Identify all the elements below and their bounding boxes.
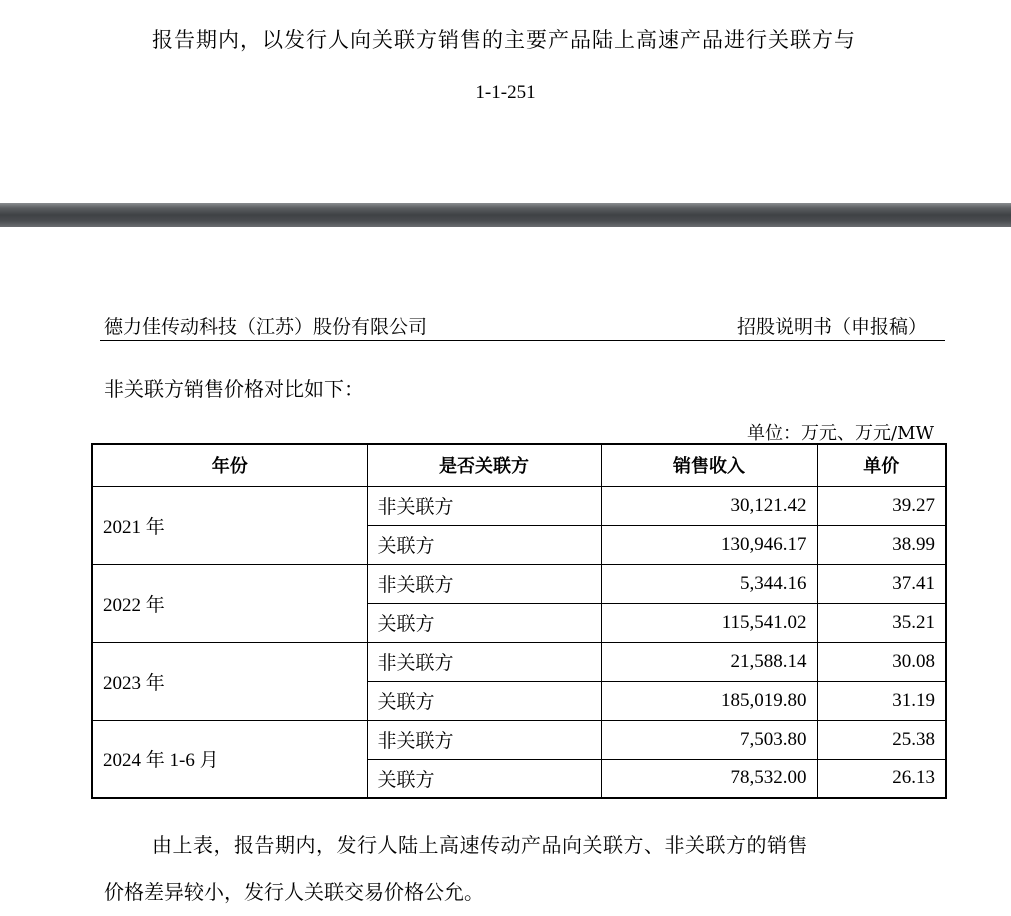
unit-price-cell: 37.41 bbox=[817, 564, 946, 603]
closing-paragraph-line-2: 价格差异较小，发行人关联交易价格公允。 bbox=[104, 880, 484, 904]
table-row bbox=[92, 486, 946, 525]
related-party-cell: 关联方 bbox=[367, 681, 601, 720]
header-related-party: 是否关联方 bbox=[367, 444, 601, 486]
revenue-cell: 185,019.80 bbox=[601, 681, 817, 720]
page-separator bbox=[0, 203, 1011, 227]
revenue-cell: 78,532.00 bbox=[601, 759, 817, 798]
revenue-cell: 130,946.17 bbox=[601, 525, 817, 564]
revenue-cell: 5,344.16 bbox=[601, 564, 817, 603]
document-title: 招股说明书（申报稿） bbox=[736, 316, 927, 338]
price-comparison-table bbox=[91, 443, 947, 799]
year-cell: 2023 年 bbox=[92, 642, 367, 720]
unit-price-cell: 31.19 bbox=[817, 681, 946, 720]
unit-price-cell: 26.13 bbox=[817, 759, 946, 798]
revenue-cell: 30,121.42 bbox=[601, 486, 817, 525]
year-cell: 2022 年 bbox=[92, 564, 367, 642]
header-year: 年份 bbox=[92, 444, 367, 486]
related-party-cell: 非关联方 bbox=[367, 486, 601, 525]
page-number: 1-1-251 bbox=[475, 82, 536, 103]
header-revenue: 销售收入 bbox=[601, 444, 817, 486]
table-row bbox=[92, 564, 946, 603]
related-party-cell: 关联方 bbox=[367, 525, 601, 564]
revenue-cell: 21,588.14 bbox=[601, 642, 817, 681]
previous-page-text: 报告期内，以发行人向关联方销售的主要产品陆上高速产品进行关联方与 bbox=[152, 28, 856, 52]
year-cell: 2024 年 1-6 月 bbox=[92, 720, 367, 798]
header-rule bbox=[100, 340, 945, 341]
unit-price-cell: 35.21 bbox=[817, 603, 946, 642]
closing-paragraph-line-1: 由上表，报告期内，发行人陆上高速传动产品向关联方、非关联方的销售 bbox=[152, 833, 808, 857]
header-unit-price: 单价 bbox=[817, 444, 946, 486]
unit-label: 单位：万元、万元/MW bbox=[747, 423, 934, 444]
year-cell: 2021 年 bbox=[92, 486, 367, 564]
table-header-row bbox=[92, 444, 946, 486]
revenue-cell: 7,503.80 bbox=[601, 720, 817, 759]
intro-text: 非关联方销售价格对比如下： bbox=[104, 377, 364, 401]
related-party-cell: 非关联方 bbox=[367, 720, 601, 759]
unit-price-cell: 38.99 bbox=[817, 525, 946, 564]
company-name: 德力佳传动科技（江苏）股份有限公司 bbox=[104, 316, 428, 338]
related-party-cell: 非关联方 bbox=[367, 642, 601, 681]
related-party-cell: 非关联方 bbox=[367, 564, 601, 603]
related-party-cell: 关联方 bbox=[367, 603, 601, 642]
unit-price-cell: 30.08 bbox=[817, 642, 946, 681]
revenue-cell: 115,541.02 bbox=[601, 603, 817, 642]
unit-price-cell: 25.38 bbox=[817, 720, 946, 759]
unit-price-cell: 39.27 bbox=[817, 486, 946, 525]
table-row bbox=[92, 642, 946, 681]
table-row bbox=[92, 720, 946, 759]
related-party-cell: 关联方 bbox=[367, 759, 601, 798]
